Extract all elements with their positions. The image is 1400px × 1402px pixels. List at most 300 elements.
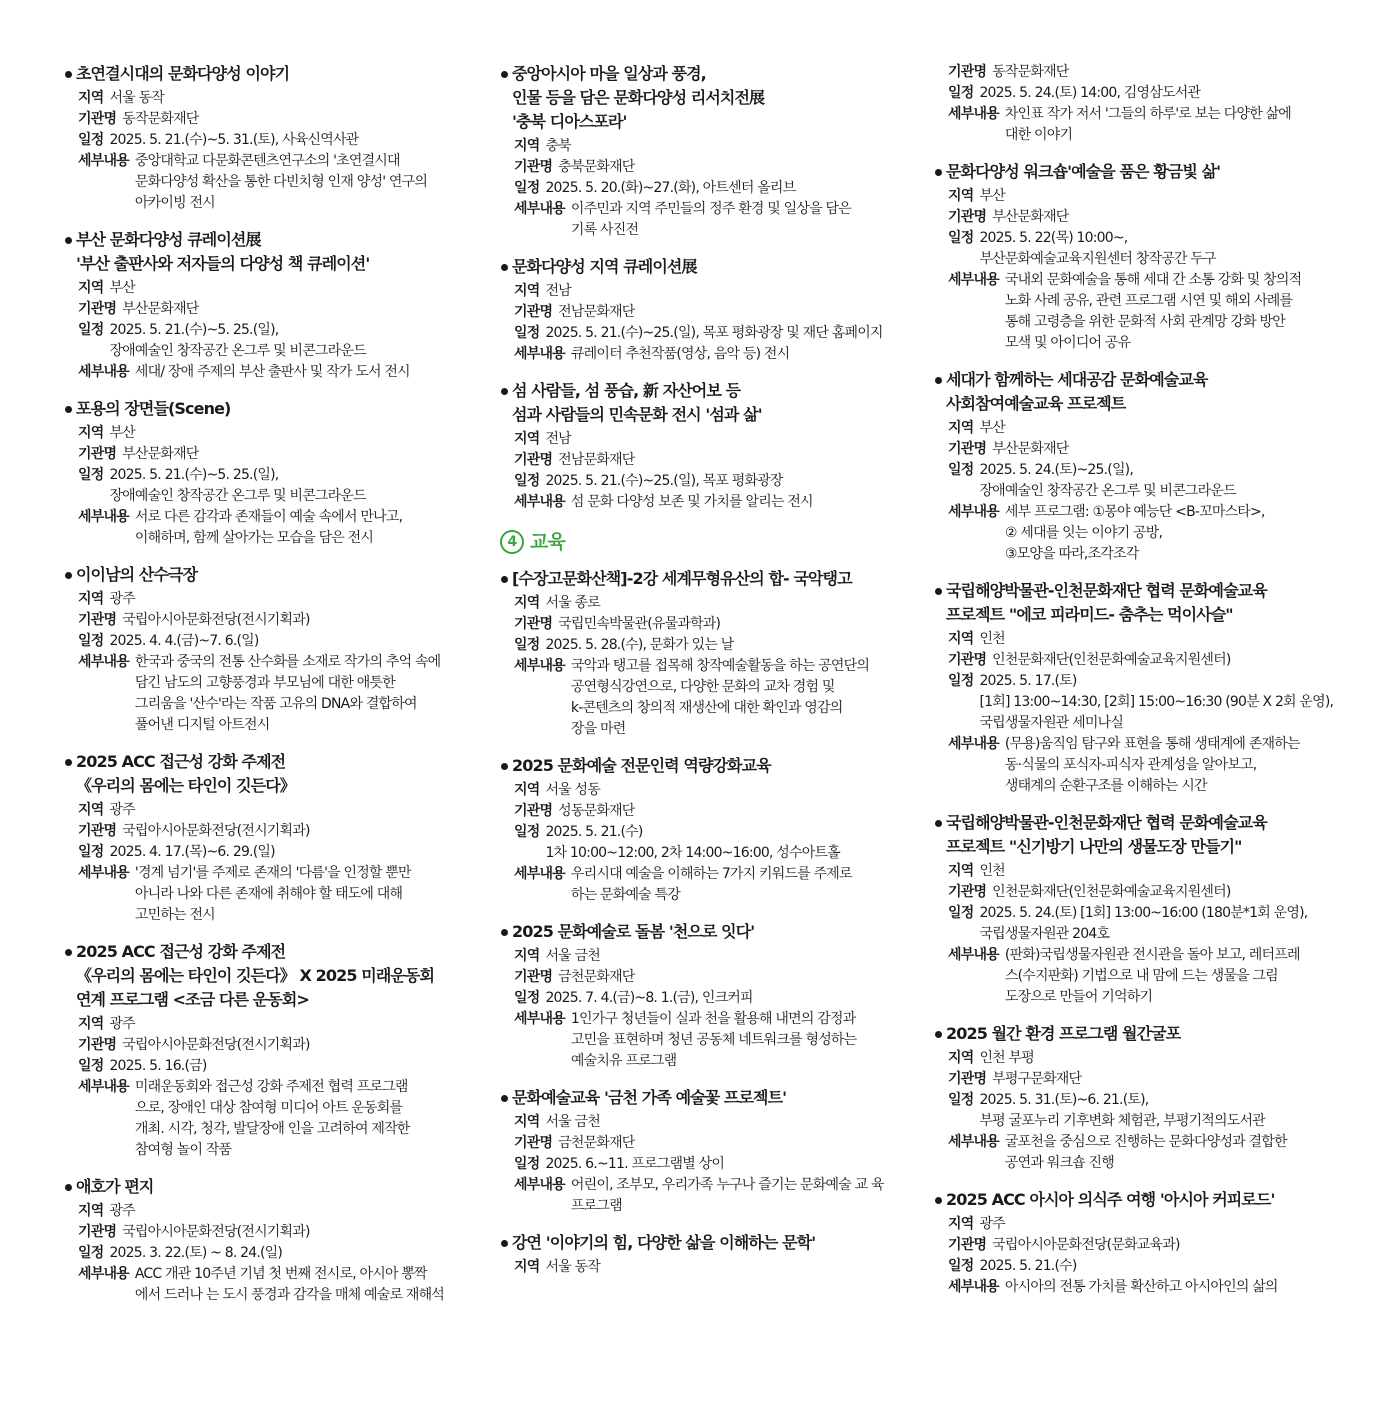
program-title: 부산 문화다양성 큐레이션展 '부산 출판사와 저자들의 다양성 책 큐레이션' [64, 228, 476, 276]
detail-label: 세부내용 [78, 364, 129, 380]
program-entry [500, 920, 910, 1072]
program-entry [64, 1175, 476, 1306]
org-label: 기관명 [78, 301, 117, 317]
org-row [500, 157, 910, 178]
org-row [934, 1069, 1354, 1090]
date-value: 2025. 5. 21.(수)~5. 25.(일), 장애예술인 창작공간 온그루 및 비콘그라운드 [109, 467, 366, 504]
region-value: 광주 [109, 802, 135, 818]
detail-row [64, 1077, 476, 1161]
program-title: 문화다양성 지역 큐레이션展 [500, 255, 910, 279]
region-label: 지역 [514, 138, 540, 154]
detail-row [500, 656, 910, 740]
org-value: 성동문화재단 [558, 803, 635, 819]
detail-label: 세부내용 [78, 153, 129, 169]
org-label: 기관명 [514, 616, 553, 632]
org-row [500, 1133, 910, 1154]
date-label: 일정 [948, 1092, 974, 1108]
detail-label: 세부내용 [78, 865, 129, 881]
program-title: 문화다양성 워크숍'예술을 품은 황금빛 삶' [934, 160, 1354, 184]
program-entry [500, 1231, 910, 1278]
region-value: 서울 금천 [545, 1114, 600, 1130]
detail-label: 세부내용 [514, 658, 565, 674]
org-label: 기관명 [948, 64, 987, 80]
column-2 [500, 62, 910, 1292]
org-value: 동작문화재단 [992, 64, 1069, 80]
region-row [500, 281, 910, 302]
date-label: 일정 [78, 132, 104, 148]
date-label: 일정 [514, 1156, 540, 1172]
detail-value: 중앙대학교 다문화콘텐츠연구소의 '초연결시대 문화다양성 확산을 통한 다빈치형 인재 양성' 연구의 아카이빙 전시 [134, 153, 428, 211]
detail-value: 섬 문화 다양성 보존 및 가치를 알리는 전시 [570, 494, 813, 510]
program-entry [64, 750, 476, 926]
detail-value: 아시아의 전통 가치를 확산하고 아시아인의 삶의 [1004, 1279, 1278, 1295]
region-label: 지역 [78, 1203, 104, 1219]
detail-label: 세부내용 [514, 494, 565, 510]
date-value: 2025. 5. 21.(수)~5. 25.(일), 장애예술인 창작공간 온그루 및 비콘그라운드 [109, 322, 366, 359]
program-entry [934, 1022, 1354, 1174]
region-label: 지역 [514, 948, 540, 964]
date-value: 2025. 5. 28.(수), 문화가 있는 날 [545, 637, 734, 653]
region-row [64, 589, 476, 610]
region-value: 부산 [109, 280, 135, 296]
program-title: 강연 '이야기의 힘, 다양한 삶을 이해하는 문학' [500, 1231, 910, 1255]
date-value: 2025. 5. 16.(금) [109, 1058, 207, 1074]
detail-row [64, 1264, 476, 1306]
org-value: 금천문화재단 [558, 969, 635, 985]
org-label: 기관명 [948, 1071, 987, 1087]
region-value: 부산 [109, 425, 135, 441]
date-label: 일정 [948, 905, 974, 921]
detail-label: 세부내용 [514, 1177, 565, 1193]
date-value: 2025. 5. 21.(수)~25.(일), 목포 평화광장 및 재단 홈페이지 [545, 325, 883, 341]
region-label: 지역 [514, 1259, 540, 1275]
date-label: 일정 [514, 473, 540, 489]
detail-label: 세부내용 [948, 106, 999, 122]
date-label: 일정 [514, 637, 540, 653]
org-label: 기관명 [948, 209, 987, 225]
program-title: 2025 문화예술 전문인력 역량강화교육 [500, 754, 910, 778]
date-label: 일정 [78, 1058, 104, 1074]
detail-label: 세부내용 [948, 947, 999, 963]
date-value: 2025. 5. 31.(토)~6. 21.(토), 부평 굴포누리 기후변화 체험관, 부평기적의도서관 [979, 1092, 1265, 1129]
date-row [934, 671, 1354, 734]
program-title: [수장고문화산책]-2강 세계무형유산의 합- 국악탱고 [500, 567, 910, 591]
region-row [64, 1014, 476, 1035]
org-row [64, 299, 476, 320]
region-row [500, 429, 910, 450]
region-row [934, 629, 1354, 650]
org-row [500, 450, 910, 471]
date-row [64, 631, 476, 652]
org-value: 부산문화재단 [122, 446, 199, 462]
region-row [500, 780, 910, 801]
detail-row [934, 1132, 1354, 1174]
region-value: 인천 부평 [979, 1050, 1034, 1066]
detail-value: 굴포천을 중심으로 진행하는 문화다양성과 결합한 공연과 워크숍 진행 [1004, 1134, 1287, 1171]
org-row [64, 1035, 476, 1056]
org-row [64, 610, 476, 631]
program-entry [64, 397, 476, 549]
region-label: 지역 [948, 188, 974, 204]
date-value: 2025. 5. 22(목) 10:00~, 부산문화예술교육지원센터 창작공간 두구 [979, 230, 1216, 267]
region-value: 전남 [545, 431, 571, 447]
detail-row [934, 104, 1354, 146]
region-label: 지역 [78, 591, 104, 607]
program-entry [500, 62, 910, 241]
date-value: 2025. 5. 24.(토) 14:00, 김영삼도서관 [979, 85, 1201, 101]
region-label: 지역 [948, 1216, 974, 1232]
region-row [934, 418, 1354, 439]
detail-row [64, 652, 476, 736]
detail-value: (판화)국립생물자원관 전시관을 돌아 보고, 레터프레 스(수지판화) 기법으로 내 맘에 드는 생물을 그림 도장으로 만들어 기억하기 [1004, 947, 1300, 1005]
org-value: 금천문화재단 [558, 1135, 635, 1151]
detail-label: 세부내용 [78, 1266, 129, 1282]
detail-value: 서로 다른 감각과 존재들이 예술 속에서 만나고, 이해하며, 함께 살아가는 모습을 담은 전시 [134, 509, 403, 546]
column-1 [64, 62, 476, 1320]
program-title: 문화예술교육 '금천 가족 예술꽃 프로젝트' [500, 1086, 910, 1110]
region-row [64, 800, 476, 821]
region-value: 인천 [979, 631, 1005, 647]
region-label: 지역 [948, 863, 974, 879]
detail-value: 1인가구 청년들이 실과 천을 활용해 내면의 감정과 고민을 표현하며 청년 공동체 네트워크를 형성하는 예술치유 프로그램 [570, 1011, 857, 1069]
detail-value: '경계 넘기'를 주제로 존재의 '다름'을 인정할 뿐만 아니라 나와 다른 존재에 취해야 할 태도에 대해 고민하는 전시 [134, 865, 411, 923]
detail-value: 한국과 중국의 전통 산수화를 소재로 작가의 추억 속에 담긴 남도의 고향풍경과 부모님에 대한 애틋한 그리움을 '산수'라는 작품 고유의 DNA와 결합하여 풀어낸 디지털 아트전시 [134, 654, 441, 733]
region-value: 광주 [979, 1216, 1005, 1232]
column-3 [934, 62, 1354, 1312]
program-entry-continued [934, 62, 1354, 146]
detail-row [500, 1009, 910, 1072]
org-label: 기관명 [514, 304, 553, 320]
detail-label: 세부내용 [514, 866, 565, 882]
date-value: 2025. 5. 21.(수) [979, 1258, 1077, 1274]
org-row [500, 614, 910, 635]
org-value: 부산문화재단 [992, 209, 1069, 225]
detail-label: 세부내용 [514, 346, 565, 362]
date-label: 일정 [948, 85, 974, 101]
detail-label: 세부내용 [514, 201, 565, 217]
org-label: 기관명 [78, 612, 117, 628]
date-label: 일정 [78, 1245, 104, 1261]
org-value: 국립아시아문화전당(전시기획과) [122, 612, 310, 628]
program-title: 중앙아시아 마을 일상과 풍경, 인물 등을 담은 문화다양성 리서치전展 '충북 디아스포라' [500, 62, 910, 134]
org-label: 기관명 [78, 111, 117, 127]
detail-value: 세대/ 장애 주제의 부산 출판사 및 작가 도서 전시 [134, 364, 410, 380]
region-value: 인천 [979, 863, 1005, 879]
date-row [500, 178, 910, 199]
date-row [934, 460, 1354, 502]
detail-value: 큐레이터 추천작품(영상, 음악 등) 전시 [570, 346, 790, 362]
region-label: 지역 [514, 1114, 540, 1130]
org-label: 기관명 [514, 803, 553, 819]
org-row [934, 1235, 1354, 1256]
region-row [500, 593, 910, 614]
org-value: 충북문화재단 [558, 159, 635, 175]
date-row [934, 83, 1354, 104]
region-label: 지역 [514, 283, 540, 299]
org-label: 기관명 [948, 1237, 987, 1253]
date-value: 2025. 5. 21.(수)~5. 31.(토), 사육신역사관 [109, 132, 359, 148]
org-label: 기관명 [78, 1037, 117, 1053]
date-label: 일정 [514, 325, 540, 341]
date-row [64, 1243, 476, 1264]
org-value: 국립아시아문화전당(전시기획과) [122, 1037, 310, 1053]
program-entry [64, 228, 476, 383]
date-row [64, 1056, 476, 1077]
detail-row [934, 945, 1354, 1008]
detail-label: 세부내용 [948, 1279, 999, 1295]
date-label: 일정 [514, 824, 540, 840]
date-value: 2025. 7. 4.(금)~8. 1.(금), 인크커피 [545, 990, 753, 1006]
region-value: 서울 동작 [545, 1259, 600, 1275]
detail-row [64, 507, 476, 549]
program-entry [934, 368, 1354, 565]
program-title: 국립해양박물관-인천문화재단 협력 문화예술교육 프로젝트 "에코 피라미드- 춤추는 먹이사슬" [934, 579, 1354, 627]
detail-row [64, 863, 476, 926]
program-title: 2025 ACC 아시아 의식주 여행 '아시아 커피로드' [934, 1188, 1354, 1212]
org-row [934, 62, 1354, 83]
org-label: 기관명 [78, 1224, 117, 1240]
date-label: 일정 [514, 990, 540, 1006]
org-label: 기관명 [514, 969, 553, 985]
detail-value: 어린이, 조부모, 우리가족 누구나 즐기는 문화예술 교 육 프로그램 [570, 1177, 884, 1214]
date-label: 일정 [78, 633, 104, 649]
region-label: 지역 [78, 1016, 104, 1032]
region-value: 충북 [545, 138, 571, 154]
region-row [500, 946, 910, 967]
date-row [500, 635, 910, 656]
detail-row [934, 734, 1354, 797]
date-label: 일정 [948, 462, 974, 478]
org-row [500, 967, 910, 988]
program-entry [934, 1188, 1354, 1298]
detail-row [64, 151, 476, 214]
region-label: 지역 [78, 802, 104, 818]
program-title: 2025 문화예술로 돌봄 '천으로 잇다' [500, 920, 910, 944]
org-label: 기관명 [514, 159, 553, 175]
date-row [64, 842, 476, 863]
region-row [64, 88, 476, 109]
detail-label: 세부내용 [948, 736, 999, 752]
date-row [934, 1256, 1354, 1277]
region-value: 부산 [979, 420, 1005, 436]
region-value: 서울 성동 [545, 782, 600, 798]
program-entry [500, 754, 910, 906]
detail-value: 세부 프로그램: ①몽야 예능단 <B-꼬마스타>, ② 세대를 잇는 이야기 공방, ③모양을 따라,조각조각 [1004, 504, 1265, 562]
date-row [64, 130, 476, 151]
date-row [500, 988, 910, 1009]
detail-value: 미래운동회와 접근성 강화 주제전 협력 프로그램 으로, 장애인 대상 참여형 미디어 아트 운동회를 개최. 시각, 청각, 발달장애 인을 고려하여 제작한 참여형 놀이 작품 [134, 1079, 410, 1158]
region-value: 전남 [545, 283, 571, 299]
region-row [934, 1214, 1354, 1235]
program-entry [500, 379, 910, 513]
detail-label: 세부내용 [948, 1134, 999, 1150]
program-title: 2025 ACC 접근성 강화 주제전 《우리의 몸에는 타인이 깃든다》 [64, 750, 476, 798]
region-label: 지역 [514, 782, 540, 798]
program-title: 애호가 편지 [64, 1175, 476, 1199]
region-value: 광주 [109, 1016, 135, 1032]
date-row [500, 471, 910, 492]
region-value: 광주 [109, 591, 135, 607]
org-row [500, 302, 910, 323]
section-number-badge: 4 [500, 530, 524, 554]
org-row [934, 207, 1354, 228]
org-value: 동작문화재단 [122, 111, 199, 127]
date-value: 2025. 6.~11. 프로그램별 상이 [545, 1156, 725, 1172]
region-label: 지역 [514, 431, 540, 447]
date-label: 일정 [78, 467, 104, 483]
region-value: 부산 [979, 188, 1005, 204]
region-row [500, 136, 910, 157]
region-row [64, 278, 476, 299]
org-value: 인천문화재단(인천문화예술교육지원센터) [992, 652, 1231, 668]
org-label: 기관명 [948, 441, 987, 457]
program-entry [64, 563, 476, 736]
org-label: 기관명 [948, 884, 987, 900]
detail-label: 세부내용 [78, 1079, 129, 1095]
program-title: 포용의 장면들(Scene) [64, 397, 476, 421]
program-entry [500, 567, 910, 740]
region-value: 광주 [109, 1203, 135, 1219]
region-value: 서울 금천 [545, 948, 600, 964]
program-entry [934, 579, 1354, 797]
org-row [934, 439, 1354, 460]
program-title: 국립해양박물관-인천문화재단 협력 문화예술교육 프로젝트 "신기방기 나만의 생물도장 만들기" [934, 811, 1354, 859]
org-row [64, 1222, 476, 1243]
date-value: 2025. 5. 20.(화)~27.(화), 아트센터 올리브 [545, 180, 796, 196]
detail-value: 차인표 작가 저서 '그들의 하루'로 보는 다양한 삶에 대한 이야기 [1004, 106, 1292, 143]
program-entry [500, 1086, 910, 1217]
org-label: 기관명 [514, 452, 553, 468]
detail-row [934, 502, 1354, 565]
org-value: 부산문화재단 [122, 301, 199, 317]
org-row [500, 801, 910, 822]
region-value: 서울 동작 [109, 90, 164, 106]
detail-label: 세부내용 [514, 1011, 565, 1027]
org-row [64, 109, 476, 130]
date-value: 2025. 4. 17.(목)~6. 29.(일) [109, 844, 275, 860]
program-entry [64, 940, 476, 1161]
org-value: 전남문화재단 [558, 452, 635, 468]
program-title: 세대가 함께하는 세대공감 문화예술교육 사회참여예술교육 프로젝트 [934, 368, 1354, 416]
detail-label: 세부내용 [948, 272, 999, 288]
region-label: 지역 [78, 425, 104, 441]
region-row [500, 1112, 910, 1133]
org-value: 부평구문화재단 [992, 1071, 1082, 1087]
org-row [64, 821, 476, 842]
org-value: 국립민속박물관(유물과학과) [558, 616, 721, 632]
detail-row [500, 864, 910, 906]
org-value: 국립아시아문화전당(문화교육과) [992, 1237, 1180, 1253]
date-value: 2025. 4. 4.(금)~7. 6.(일) [109, 633, 259, 649]
date-row [64, 320, 476, 362]
detail-row [500, 1175, 910, 1217]
org-row [934, 650, 1354, 671]
org-label: 기관명 [948, 652, 987, 668]
date-value: 2025. 5. 24.(토) [1회] 13:00~16:00 (180분*1회 운영), 국립생물자원관 204호 [979, 905, 1308, 942]
date-value: 2025. 3. 22.(토) ~ 8. 24.(일) [109, 1245, 283, 1261]
org-value: 인천문화재단(인천문화예술교육지원센터) [992, 884, 1231, 900]
detail-row [500, 492, 910, 513]
date-value: 2025. 5. 21.(수) 1차 10:00~12:00, 2차 14:00~16:00, 성수아트홀 [545, 824, 840, 861]
section-title: 교육 [530, 531, 566, 553]
org-row [934, 882, 1354, 903]
date-row [934, 228, 1354, 270]
program-title: 섬 사람들, 섬 풍습, 新 자산어보 등 섬과 사람들의 민속문화 전시 '섬과 삶' [500, 379, 910, 427]
region-row [934, 861, 1354, 882]
org-label: 기관명 [514, 1135, 553, 1151]
region-row [64, 1201, 476, 1222]
date-row [64, 465, 476, 507]
date-label: 일정 [78, 844, 104, 860]
date-row [500, 822, 910, 864]
detail-label: 세부내용 [78, 654, 129, 670]
detail-label: 세부내용 [948, 504, 999, 520]
detail-value: 이주민과 지역 주민들의 정주 환경 및 일상을 담은 기록 사진전 [570, 201, 851, 238]
detail-row [64, 362, 476, 383]
region-label: 지역 [948, 631, 974, 647]
date-row [934, 1090, 1354, 1132]
region-label: 지역 [78, 90, 104, 106]
detail-row [934, 270, 1354, 354]
region-row [934, 186, 1354, 207]
detail-value: 우리시대 예술을 이해하는 7가지 키워드를 주제로 하는 문화예술 특강 [570, 866, 852, 903]
region-label: 지역 [514, 595, 540, 611]
org-label: 기관명 [78, 823, 117, 839]
program-title: 2025 ACC 접근성 강화 주제전 《우리의 몸에는 타인이 깃든다》 X 2025 미래운동회 연계 프로그램 <조금 다른 운동회> [64, 940, 476, 1012]
detail-label: 세부내용 [78, 509, 129, 525]
detail-value: (무용)움직임 탐구와 표현을 통해 생태계에 존재하는 동·식물의 포식자-피식자 관계성을 알아보고, 생태계의 순환구조를 이해하는 시간 [1004, 736, 1300, 794]
date-value: 2025. 5. 17.(토) [1회] 13:00~14:30, [2회] 15:00~16:30 (90분 X 2회 운영), 국립생물자원관 세미나실 [979, 673, 1334, 731]
org-value: 국립아시아문화전당(전시기획과) [122, 1224, 310, 1240]
detail-row [500, 344, 910, 365]
date-label: 일정 [948, 230, 974, 246]
date-label: 일정 [78, 322, 104, 338]
date-value: 2025. 5. 24.(토)~25.(일), 장애예술인 창작공간 온그루 및 비콘그라운드 [979, 462, 1236, 499]
date-label: 일정 [948, 1258, 974, 1274]
program-title: 2025 월간 환경 프로그램 월간굴포 [934, 1022, 1354, 1046]
region-value: 서울 종로 [545, 595, 600, 611]
section-heading-education [500, 527, 910, 557]
detail-value: ACC 개관 10주년 기념 첫 번째 전시로, 아시아 뽕짝 에서 드러나 는 도시 풍경과 감각을 매체 예술로 재해석 [134, 1266, 445, 1303]
region-row [500, 1257, 910, 1278]
date-row [500, 323, 910, 344]
date-row [934, 903, 1354, 945]
program-entry [934, 160, 1354, 354]
program-title: 이이남의 산수극장 [64, 563, 476, 587]
date-row [500, 1154, 910, 1175]
program-entry [934, 811, 1354, 1008]
org-value: 전남문화재단 [558, 304, 635, 320]
org-value: 국립아시아문화전당(전시기획과) [122, 823, 310, 839]
detail-value: 국악과 탱고를 접목해 창작예술활동을 하는 공연단의 공연형식강연으로, 다양한 문화의 교차 경험 및 k-콘텐츠의 창의적 재생산에 대한 확인과 영감의 장을 마련 [570, 658, 870, 737]
org-label: 기관명 [78, 446, 117, 462]
region-label: 지역 [948, 420, 974, 436]
date-label: 일정 [948, 673, 974, 689]
date-label: 일정 [514, 180, 540, 196]
region-label: 지역 [948, 1050, 974, 1066]
org-value: 부산문화재단 [992, 441, 1069, 457]
detail-row [934, 1277, 1354, 1298]
region-row [64, 423, 476, 444]
detail-row [500, 199, 910, 241]
program-entry [500, 255, 910, 365]
program-entry [64, 62, 476, 214]
region-label: 지역 [78, 280, 104, 296]
org-row [64, 444, 476, 465]
program-title: 초연결시대의 문화다양성 이야기 [64, 62, 476, 86]
date-value: 2025. 5. 21.(수)~25.(일), 목포 평화광장 [545, 473, 783, 489]
region-row [934, 1048, 1354, 1069]
